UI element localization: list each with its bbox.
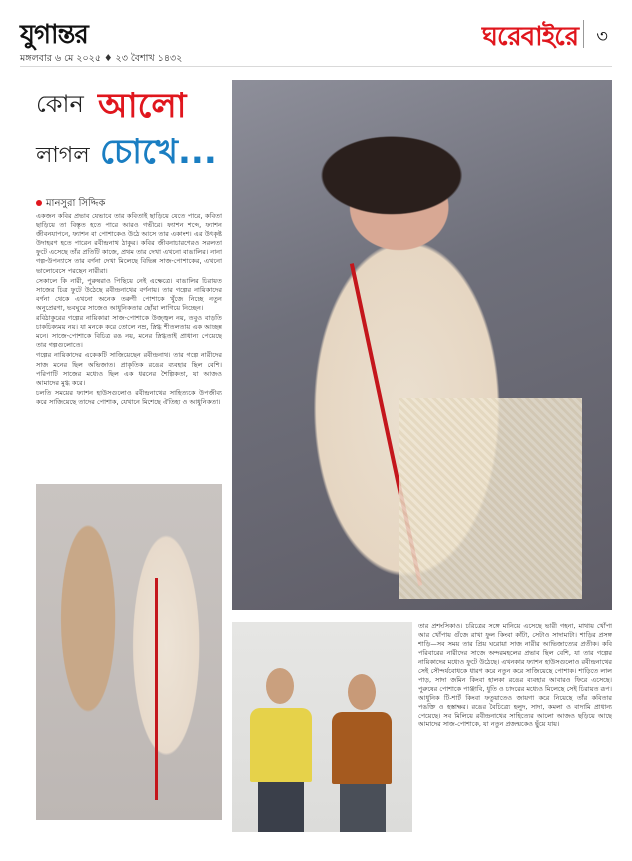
- headline-word-2: আলো: [98, 86, 187, 126]
- saree-border: [155, 578, 158, 800]
- article-headline: [36, 80, 236, 190]
- article-body-right: তার প্রশংসিকাও। চরিত্রের সঙ্গে মানিয়ে এসেছে ভারী গহনা, মাথায় খোঁপা আর খোঁপায় গুঁজে রাখা ফুল কিংবা কাঁটা, সেটাও সাদামাটা। শাড়ির প্রসঙ্গ শাড়ি—সব সময় তার প্রিয় ঘরোয়া সাজ নারীর আভিজাত্যের প্রতীক। কবি পরিবারের নারীদের সাজে অন্দরমহলের প্রভাব ছিল বেশি, যা তার গল্পের নায়িকাদের মধ্যেও ফুটে উঠেছে। এখনকার ফ্যাশন হাউসগুলোও রবীন্দ্রনাথের সেই সৌন্দর্যবোধকে ধারণ করে নতুন করে সাজিয়েছে পোশাক। শাড়িতে লাল পাড়, সাদা জমিন কিংবা হালকা রঙের ব্যবহার আবারও ফিরে এসেছে। পুরুষের পোশাকে পাঞ্জাবি, ধুতি ও চাদরের মধ্যেও মিলেছে সেই চিরায়ত রূপ। আধুনিক টি-শার্ট কিংবা ফতুয়াতেও জায়গা করে নিয়েছে তাঁর কবিতার পঙক্তি ও হস্তাক্ষর। রঙের বৈচিত্র্যে হলুদ, সাদা, কমলা ও বাদামি প্রাধান্য পেয়েছে। সব মিলিয়ে রবীন্দ্রনাথের সাহিত্যের আলো আজও ছড়িয়ে আছে আমাদের সাজ-পোশাকে, যা নতুন প্রজন্মকেও ছুঁয়ে যায়।: [418, 622, 612, 729]
- header-rule: [20, 66, 612, 67]
- model-jeans: [340, 784, 386, 832]
- headline-word-1: কোন: [36, 90, 84, 118]
- yellow-tshirt: [250, 708, 312, 782]
- body-paragraph: একজন কবির প্রভাব যেভাবে তার কবিতাই ছাড়িয়ে যেতে পারে, কবিতা ছাড়িয়ে তা বিস্তৃত হতে পারে আরও গভীরে। ফ্যাশন শব্দে, ফ্যাশন জীবনযাপনে, ফ্যাশন বা পোশাকেও উঠে আসে তার একাংশ। এর উৎকৃষ্ট উদাহরণ হতে পারেন রবীন্দ্রনাথ ঠাকুর। কবির জীবনাচারণেরও সরলতা ফুটে এসেছে তাঁর প্রতিটি কাজে, প্রথম তার দেখা এখনো বাঙালির। নানা গল্প-উপন্যাসে তার বর্ণনা দেখা মিলেছে বিভিন্ন সাজ-পোশাকের, এখনো ভালোবেসে পরছেন নারীরা।: [36, 212, 222, 275]
- article-body-left: [36, 212, 222, 480]
- tshirt-models-photo: [232, 622, 412, 832]
- body-paragraph: রবিঠাকুরের গল্পের নায়িকারা সাজ-পোশাকে উজ্জ্বল নয়, তবুও বাড়তি চাকচিক্যময় নয়। যা মনকে করে তোলে নম্র, স্নিগ্ধ শীতলতায় এক আচ্ছন্ন মনে। সাজে-পোশাকে বিচিত্র রঙ নয়, মনের স্নিগ্ধতাই প্রাধান্য পেয়েছে তার গল্পগুলোতে।: [36, 314, 222, 350]
- masthead: [20, 14, 612, 68]
- section-title: ঘরেবাইরে: [481, 22, 578, 52]
- couple-photo: [36, 484, 222, 820]
- body-paragraph: চলতি সময়ের ফ্যাশন হাউসগুলোও রবীন্দ্রনাথের সাহিত্যকে উপজীব্য করে সাজিয়েছে তাদের পোশাক, যেখানে মিশেছে ঐতিহ্য ও আধুনিকতা।: [36, 388, 222, 406]
- model-head: [266, 668, 294, 704]
- model-jeans: [258, 782, 304, 832]
- dateline: মঙ্গলবার ৬ মে ২০২৫ ♦ ২৩ বৈশাখ ১৪৩২: [20, 53, 183, 64]
- newspaper-logo[interactable]: যুগান্তর: [20, 20, 88, 50]
- page-number: ৩: [596, 26, 608, 47]
- saree-net: [399, 398, 581, 599]
- headline-word-3: লাগল: [36, 143, 90, 168]
- page-divider: [583, 20, 584, 48]
- bullet-icon: [36, 200, 42, 206]
- body-paragraph: গল্পের নায়িকাদের একেকটি সাজিয়েছেন রবীন্দ্রনাথ। তার গল্পে নারীদের সাজ মনের ছিল অভিজাত। প্রাকৃতিক রঙের ব্যবহার ছিল বেশি। পরিপাটি সাজের মধ্যেও ছিল এক ধরনের শৈল্পিকতা, যা আজও আমাদের মুগ্ধ করে।: [36, 351, 222, 387]
- byline: [36, 196, 105, 213]
- author-name: মানসুরা সিদ্দিক: [46, 198, 106, 209]
- main-model-photo: [232, 80, 612, 610]
- body-paragraph: সেকালে কি নারী, পুরুষরাও পিছিয়ে নেই এক্ষেত্রে। বাঙালির চিরায়ত সাজের চিত্র ফুটে উঠেছে রবীন্দ্রনাথের বর্ণনায়। তার গল্পের নায়িকাদের বর্ণনা থেকে এখনো অনেক তরুণী পোশাকে খুঁজে নিচ্ছে নতুন অনুপ্রেরণা, ভবঘুরে সাজেও আধুনিকতার ছোঁয়া লাগিয়ে নিচ্ছেন।: [36, 276, 222, 312]
- brown-tshirt: [332, 712, 392, 784]
- headline-word-4: চোখে...: [100, 132, 217, 172]
- model-head: [348, 674, 376, 710]
